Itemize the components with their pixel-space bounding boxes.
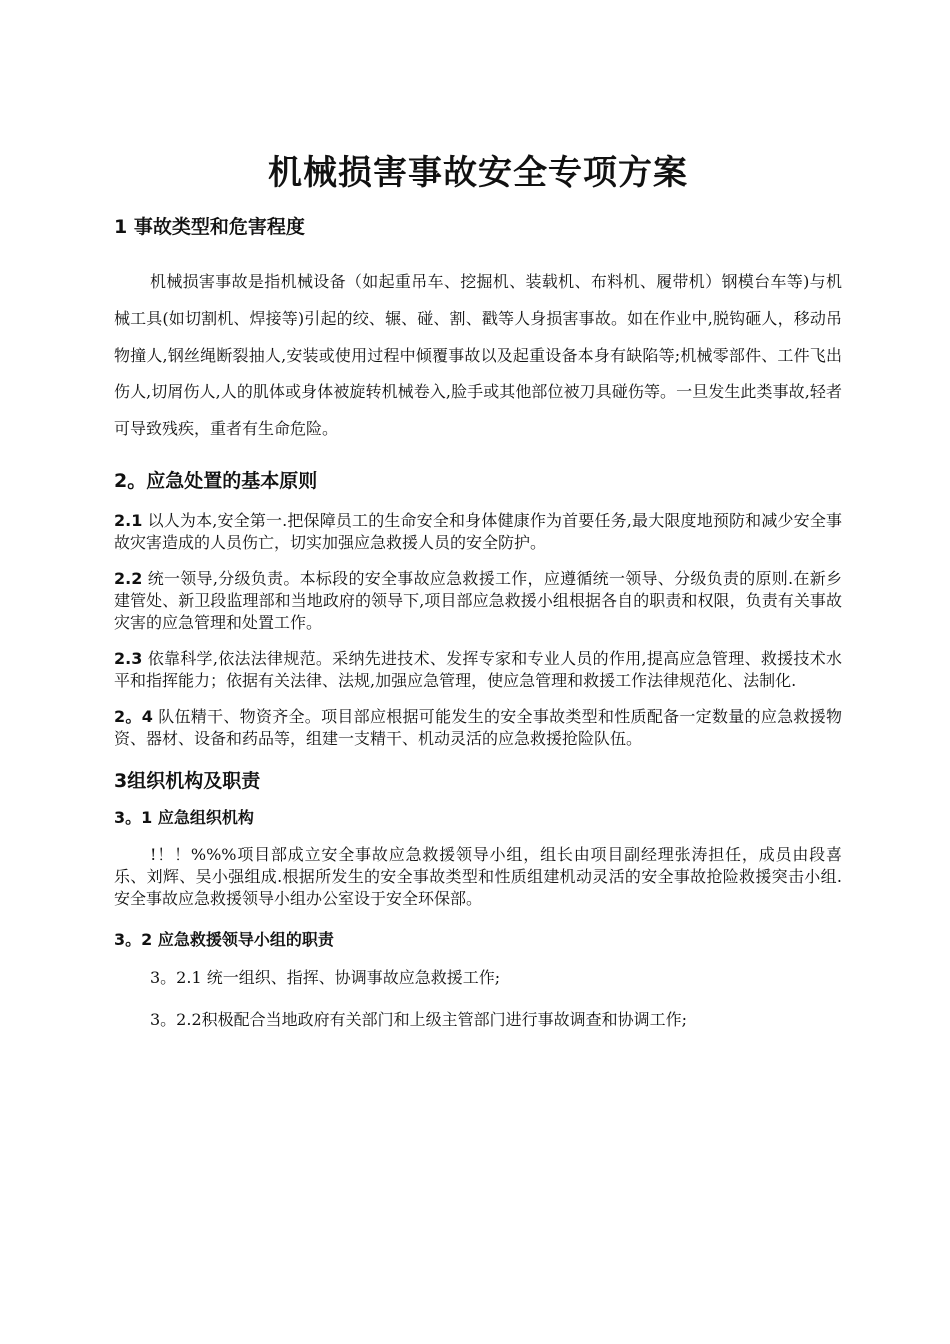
principle-text: 以人为本,安全第一.把保障员工的生命安全和身体健康作为首要任务,最大限度地预防和减少安全事故灾害造成的人员伤亡，切实加强应急救援人员的安全防护。 xyxy=(114,510,842,552)
section-1-heading: 1 事故类型和危害程度 xyxy=(114,216,305,238)
duty-item: 3。2.1 统一组织、指挥、协调事故应急救援工作; xyxy=(150,967,501,987)
section-2-heading: 2。应急处置的基本原则 xyxy=(114,469,318,492)
principle-text: 统一领导,分级负责。本标段的安全事故应急救援工作，应遵循统一领导、分级负责的原则.在新乡建管处、新卫段监理部和当地政府的领导下,项目部应急救援小组根据各自的职责和权限，负责有关事故灾害的应急管理和处置工作。 xyxy=(114,568,842,632)
principle-paragraph xyxy=(114,706,842,750)
principle-paragraph xyxy=(114,648,842,692)
principle-number: 2.2 xyxy=(114,568,143,588)
principle-text: 依靠科学,依法法律规范。采纳先进技术、发挥专家和专业人员的作用,提高应急管理、救援技术水平和指挥能力；依据有关法律、法规,加强应急管理，使应急管理和救援工作法律规范化、法制化. xyxy=(114,648,842,690)
section-1-body: 机械损害事故是指机械设备（如起重吊车、挖掘机、装载机、布料机、履带机）钢模台车等)与机械工具(如切割机、焊接等)引起的绞、辗、碰、割、戳等人身损害事故。如在作业中,脱钩砸人，移动吊物撞人,钢丝绳断裂抽人,安装或使用过程中倾覆事故以及起重设备本身有缺陷等;机械零部件、工件飞出伤人,切屑伤人,人的肌体或身体被旋转机械卷入,脸手或其他部位被刀具碰伤等。一旦发生此类事故,轻者可导致残疾，重者有生命危险。 xyxy=(114,272,842,439)
principle-number: 2.3 xyxy=(114,648,143,668)
duty-item: 3。2.2积极配合当地政府有关部门和上级主管部门进行事故调查和协调工作; xyxy=(150,1009,688,1029)
principle-text: 队伍精干、物资齐全。项目部应根据可能发生的安全事故类型和性质配备一定数量的应急救援物资、器材、设备和药品等，组建一支精干、机动灵活的应急救援抢险队伍。 xyxy=(114,706,842,748)
principle-number: 2。4 xyxy=(114,706,153,726)
principle-paragraph xyxy=(114,568,842,634)
subsection-3-1-heading: 3。1 应急组织机构 xyxy=(114,807,254,827)
document-title: 机械损害事故安全专项方案 xyxy=(268,153,688,193)
section-3-heading: 3组织机构及职责 xyxy=(114,769,261,792)
subsection-3-2-heading: 3。2 应急救援领导小组的职责 xyxy=(114,929,334,949)
principle-number: 2.1 xyxy=(114,510,143,530)
subsection-3-1-body: !！！%%%项目部成立安全事故应急救援领导小组，组长由项目副经理张涛担任，成员由段喜乐、刘辉、吴小强组成.根据所发生的安全事故类型和性质组建机动灵活的安全事故抢险救援突击小组.安全事故应急救援领导小组办公室设于安全环保部。 xyxy=(114,844,842,908)
principle-paragraph xyxy=(114,510,842,554)
